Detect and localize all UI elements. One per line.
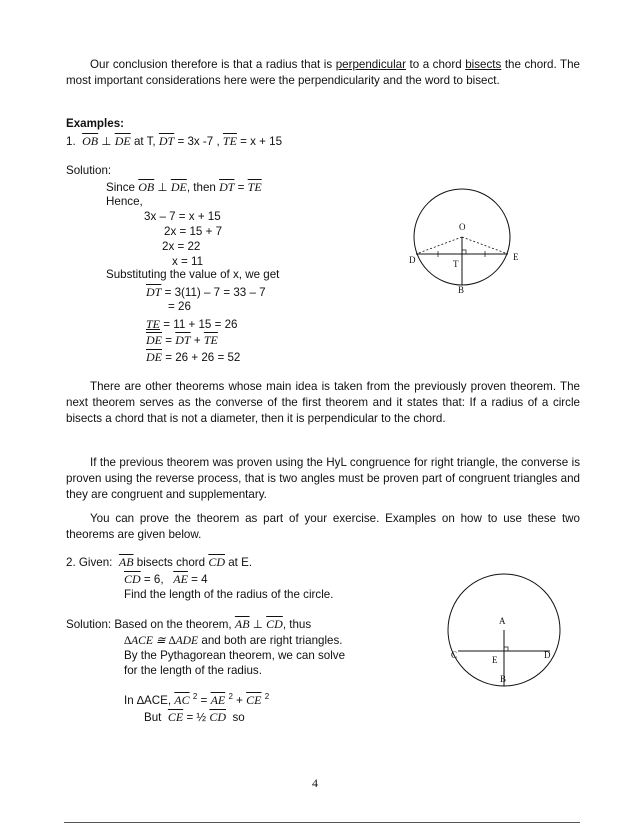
te-calc-line (146, 317, 238, 332)
segment-dt: $\overline{DT}$ (175, 333, 191, 347)
intro-paragraph (66, 57, 580, 89)
exercise-paragraph (66, 511, 580, 543)
intro-text-3: the chord. The most important considerations here were the perpendicularity and the word to bisect. (66, 58, 580, 87)
ex1-te-value: = x + 15 (240, 135, 283, 148)
pythagorean-line-1: By the Pythagorean theorem, we can solve (124, 649, 346, 662)
given-label: 2. Given: (66, 556, 113, 569)
segment-de: $\overline{DE}$ (146, 333, 162, 347)
label-b2: B (500, 674, 507, 684)
squared-exponent: 2 (228, 692, 233, 701)
example-1-statement (66, 134, 282, 149)
segment-ac: $\overline{AC}$ (174, 692, 190, 707)
circle-diagram-2 (440, 570, 570, 690)
plus-sign: + (236, 693, 243, 707)
perpendicular-symbol: ⊥ (157, 181, 168, 194)
segment-ae: $\overline{AE}$ (173, 572, 188, 586)
equals-sign: = (237, 181, 245, 194)
label-e2: E (492, 655, 498, 665)
algebra-line-2: 2x = 15 + 7 (164, 225, 223, 238)
label-d2: D (544, 650, 551, 660)
page-number: 4 (312, 776, 318, 790)
segment-ae: $\overline{AE}$ (210, 692, 226, 707)
in-ace-line (124, 692, 269, 708)
right-triangles-text: and both are right triangles. (201, 634, 343, 647)
label-b: B (458, 285, 465, 295)
solution-2-text: Solution: Based on the theorem, (66, 618, 232, 631)
solution-2-line (66, 617, 311, 632)
ex1-dt-value: = 3x -7 , (177, 135, 220, 148)
dt-calc-line (146, 285, 266, 300)
algebra-line-3: 2x = 22 (162, 240, 201, 253)
segment-cd: $\overline{CD}$ (266, 617, 283, 631)
cd-value: = 6, (143, 573, 164, 586)
perpendicular-symbol: ⊥ (252, 618, 263, 631)
hence-word: Hence, (106, 195, 143, 208)
hyl-text: If the previous theorem was proven using the HyL congruence for right triangle, the converse is proven using the reverse process, that is two angles must be proven part of congruent triangles and they are congruent and supplementary. (66, 456, 580, 501)
congruence-statement: ∆ACE ≅ ∆ADE (124, 634, 199, 647)
examples-heading: Examples: (66, 117, 124, 130)
perpendicular-word: perpendicular (335, 58, 406, 71)
segment-ab: $\overline{AB}$ (234, 617, 250, 631)
in-ace-label: In ∆ACE, (124, 693, 172, 707)
segment-te: $\overline{TE}$ (247, 180, 262, 194)
segment-ab: $\overline{AB}$ (118, 555, 134, 569)
perpendicular-symbol: ⊥ (101, 135, 112, 148)
label-c: C (451, 650, 458, 660)
circle-diagram-1 (400, 175, 530, 300)
plus-sign: + (193, 334, 201, 347)
so-word: so (232, 711, 245, 724)
algebra-line-4: x = 11 (172, 255, 204, 268)
segment-dt: $\overline{DT}$ (158, 134, 175, 148)
solution-label: Solution: (66, 164, 112, 177)
converse-paragraph (66, 379, 580, 427)
segment-cd: $\overline{CD}$ (209, 710, 227, 724)
find-text: Find the length of the radius of the circle. (124, 588, 334, 601)
segment-de: $\overline{DE}$ (114, 134, 131, 148)
ae-value: = 4 (191, 573, 208, 586)
since-word: Since (106, 181, 136, 194)
substituting-line: Substituting the value of x, we get (106, 268, 280, 281)
segment-te: $\overline{TE}$ (222, 134, 237, 148)
bisects-word: bisects (465, 58, 502, 71)
equals-sign: = (200, 693, 208, 707)
given-values (124, 572, 208, 587)
de-calc: = 26 + 26 = 52 (165, 351, 241, 364)
segment-te: TE (146, 317, 161, 331)
pythagorean-line-2: for the length of the radius. (124, 664, 262, 677)
te-calc: = 11 + 15 = 26 (163, 318, 238, 331)
bisects-chord-text: bisects chord (136, 556, 206, 569)
label-o: O (459, 222, 466, 232)
segment-ce: $\overline{CE}$ (167, 710, 184, 724)
intro-text-1: Our conclusion therefore is that a radius that is (90, 58, 336, 71)
de-sum-line (146, 333, 218, 348)
segment-te: $\overline{TE}$ (203, 333, 218, 347)
segment-ob: $\overline{OB}$ (138, 180, 155, 194)
dashed-od (416, 237, 462, 254)
dt-calc: = 3(11) – 7 = 33 – 7 (164, 286, 266, 299)
right-angle-mark (462, 250, 466, 254)
converse-text: There are other theorems whose main idea is taken from the previously proven theorem. The next theorem serves as the converse of the first theorem and it states that: If a radius of a circle bisects a chord that is not a diameter, then it is perpendicular to the chord. (66, 380, 580, 425)
segment-de: $\overline{DE}$ (146, 350, 162, 364)
hyl-paragraph (66, 455, 580, 503)
then-word: , then (186, 181, 216, 194)
ex1-number: 1. (66, 135, 76, 148)
segment-cd: $\overline{CD}$ (208, 555, 225, 569)
segment-dt: $\overline{DT}$ (219, 180, 235, 194)
footer-rule (64, 822, 580, 823)
segment-de: $\overline{DE}$ (170, 180, 187, 194)
but-line (144, 710, 245, 725)
dt-calc-line-2: = 26 (168, 300, 191, 313)
segment-ob: $\overline{OB}$ (82, 134, 99, 148)
de-calc-line (146, 350, 240, 365)
but-word: But (144, 711, 162, 724)
congruence-line (124, 633, 343, 647)
label-t: T (453, 259, 459, 269)
equals-sign: = (165, 334, 173, 347)
algebra-line-1: 3x – 7 = x + 15 (144, 210, 221, 223)
at-e-text: at E. (228, 556, 253, 569)
since-line (106, 180, 262, 195)
half-value: = ½ (186, 711, 207, 724)
label-a: A (499, 616, 506, 626)
ex1-at-t: at T, (133, 135, 156, 148)
intro-text-2: to a chord (405, 58, 466, 71)
right-angle-mark (504, 647, 508, 651)
segment-dt: $\overline{DT}$ (146, 285, 162, 299)
label-d: D (409, 255, 416, 265)
example-2-given (66, 555, 252, 570)
squared-exponent: 2 (264, 692, 270, 701)
segment-cd: $\overline{CD}$ (124, 572, 141, 586)
squared-exponent: 2 (192, 692, 198, 701)
exercise-text: You can prove the theorem as part of your exercise. Examples on how to use these two theorems are given below. (66, 512, 580, 541)
thus-word: , thus (282, 618, 312, 631)
label-e: E (513, 252, 519, 262)
segment-ce: $\overline{CE}$ (246, 692, 262, 707)
